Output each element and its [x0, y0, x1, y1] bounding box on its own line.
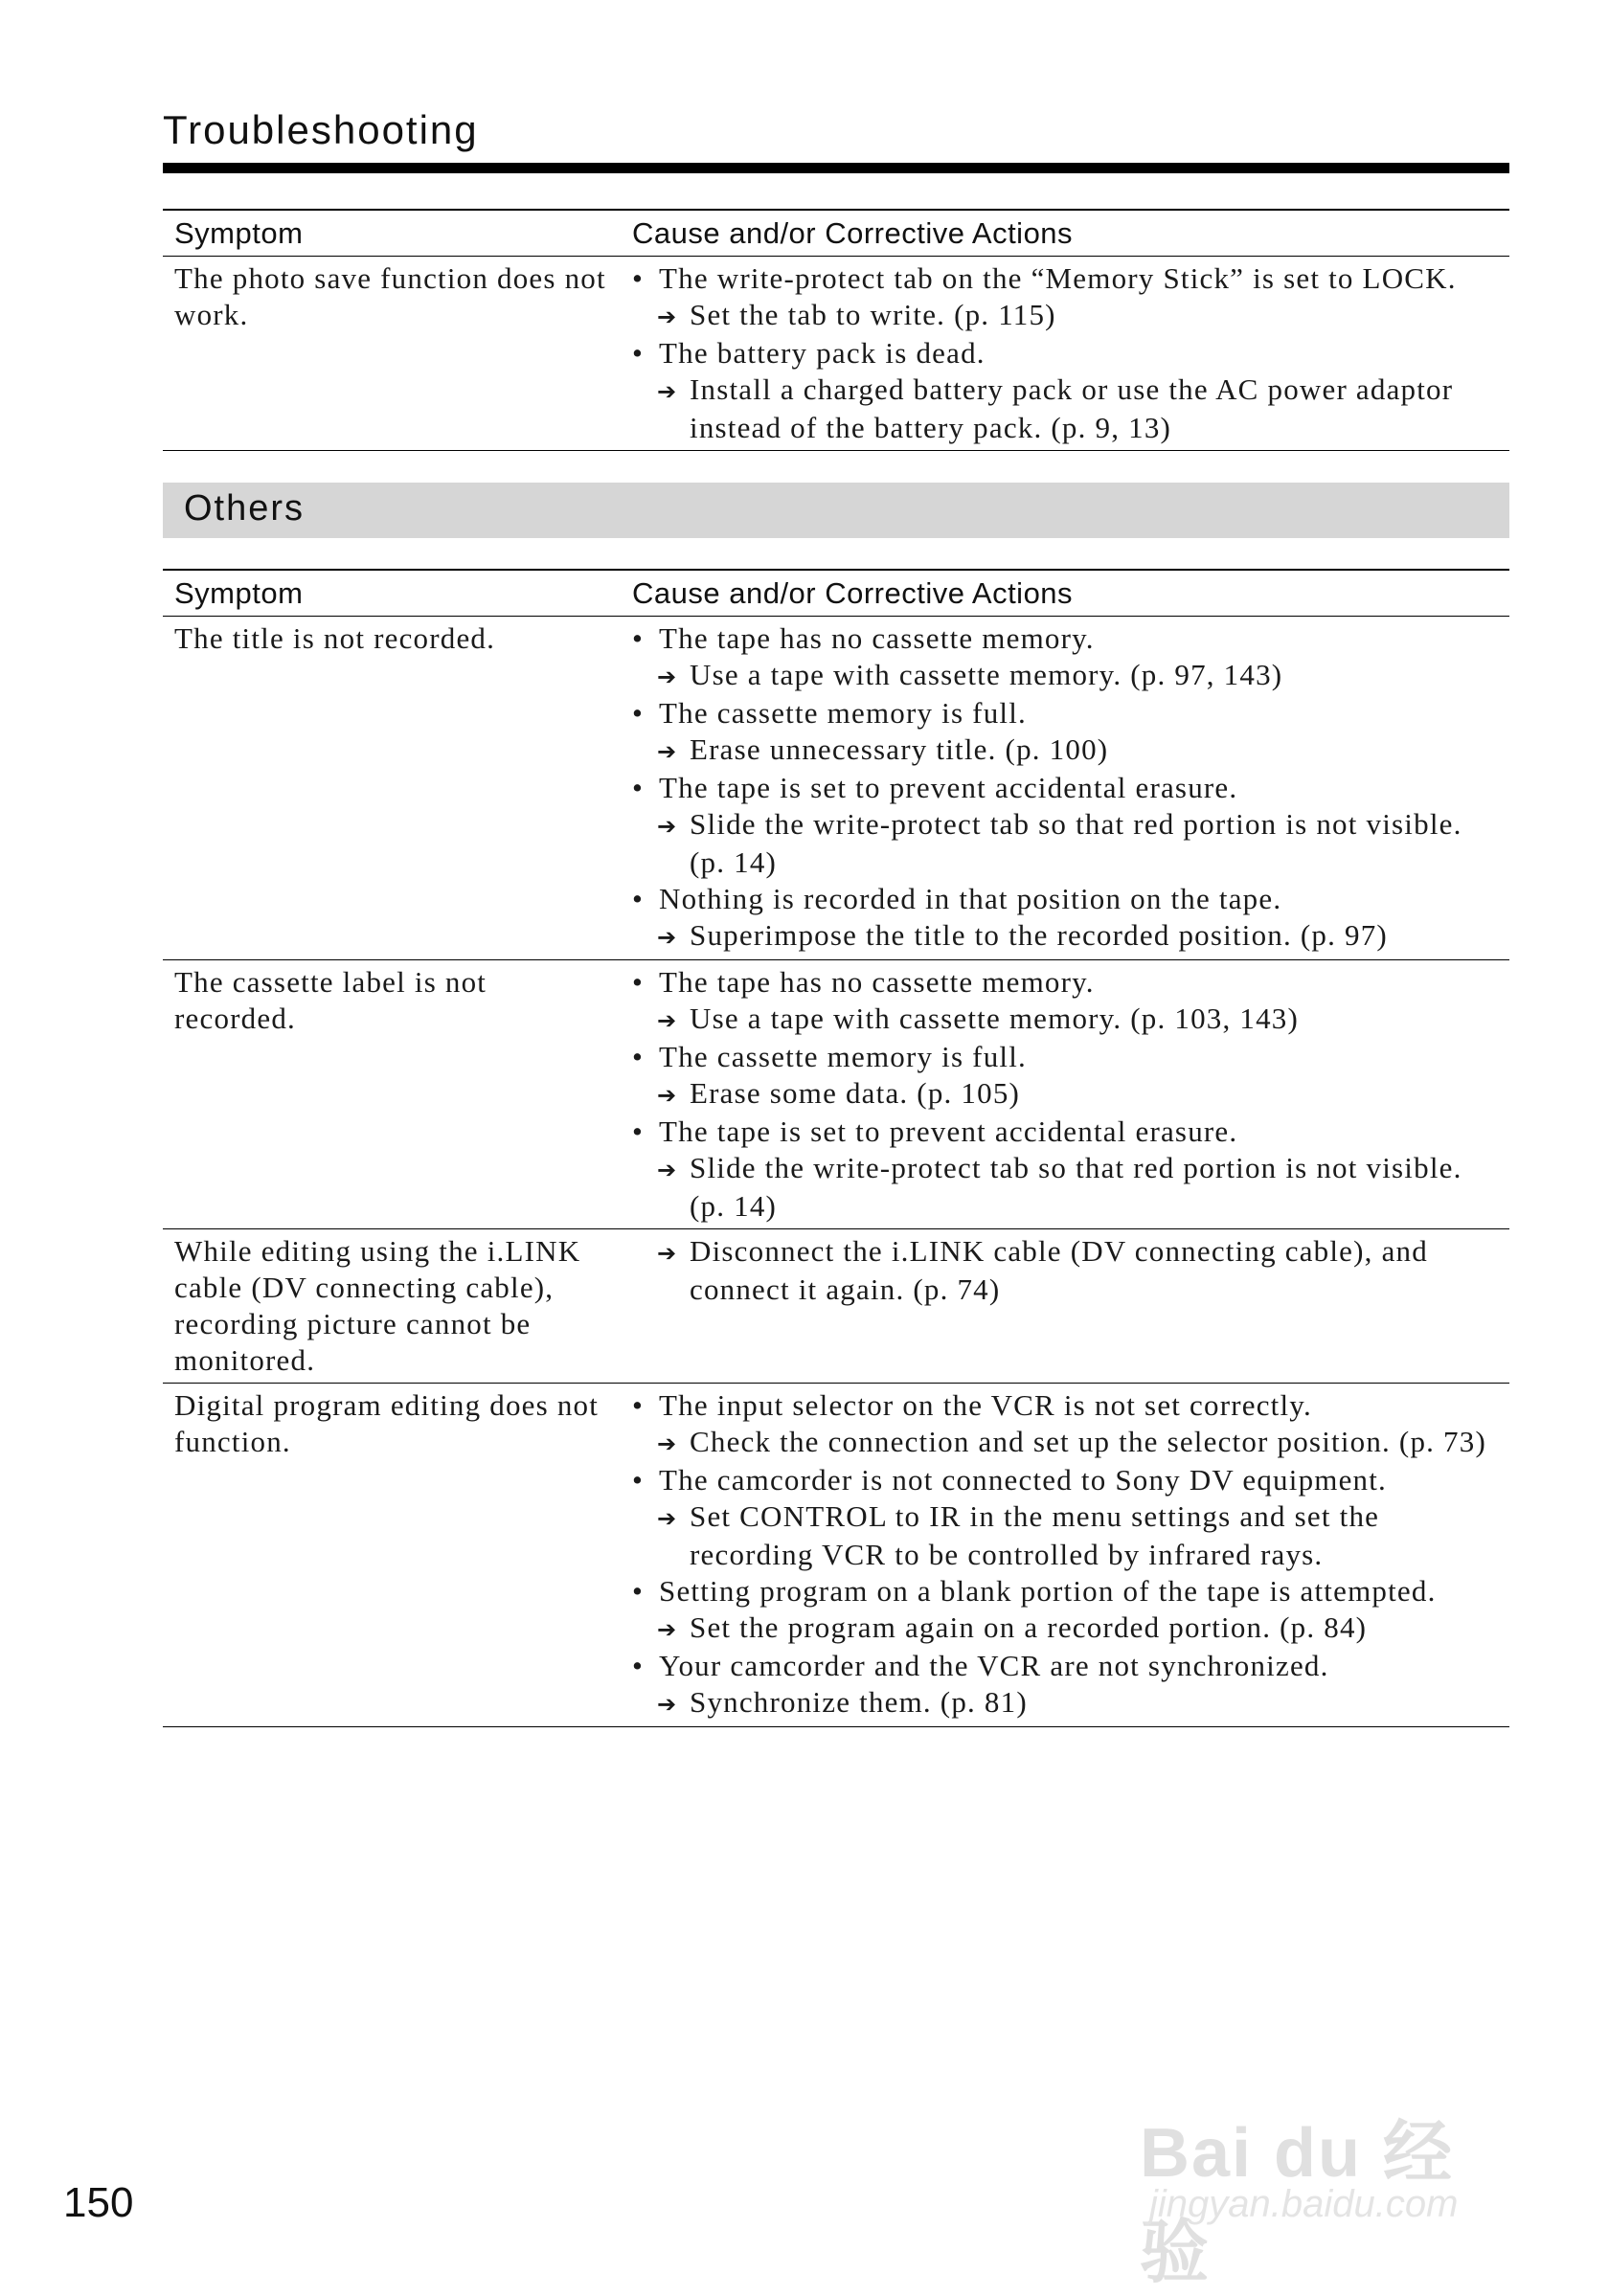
cause-item: [632, 620, 1498, 657]
action-text: Erase some data. (p. 105): [690, 1076, 1021, 1110]
cause-cell: [621, 1229, 1509, 1384]
symptom-column-header: Symptom: [163, 570, 621, 617]
action-text: Install a charged battery pack or use the AC power adaptor instead of the battery pack. (p. 9, 13): [690, 372, 1454, 444]
cause-item: [632, 770, 1498, 806]
bullet-icon: •: [632, 965, 645, 999]
action-item: [632, 657, 1498, 695]
action-item: [632, 1498, 1498, 1573]
bullet-icon: •: [632, 1649, 645, 1682]
watermark-brand: Bai du 经验: [1140, 2115, 1455, 2291]
cause-item: [632, 335, 1498, 371]
symptom-cell: The title is not recorded.: [163, 617, 621, 960]
action-item: [632, 1424, 1498, 1462]
arrow-right-icon: ➔: [657, 304, 678, 330]
table-row: [163, 1229, 1509, 1384]
cause-item: [632, 1648, 1498, 1684]
cause-text: The cassette memory is full.: [659, 696, 1027, 730]
table-header-row: [163, 210, 1509, 257]
cause-text: The input selector on the VCR is not set correctly.: [659, 1388, 1312, 1422]
cause-text: The cassette memory is full.: [659, 1040, 1027, 1073]
cause-item: [632, 1462, 1498, 1498]
cause-text: The tape has no cassette memory.: [659, 965, 1095, 999]
action-text: Use a tape with cassette memory. (p. 103, 143): [690, 1002, 1299, 1035]
arrow-right-icon: ➔: [657, 1007, 678, 1034]
cause-cell: [621, 257, 1509, 451]
bullet-icon: •: [632, 1463, 645, 1497]
arrow-right-icon: ➔: [657, 1616, 678, 1643]
symptom-cell: While editing using the i.LINK cable (DV connecting cable), recording picture cannot be monitored.: [163, 1229, 621, 1384]
cause-text: The write-protect tab on the “Memory Stick” is set to LOCK.: [659, 261, 1457, 295]
cause-cell: [621, 617, 1509, 960]
table-row: [163, 257, 1509, 451]
arrow-right-icon: ➔: [657, 1691, 678, 1718]
arrow-right-icon: ➔: [657, 813, 678, 840]
bullet-icon: •: [632, 696, 645, 730]
cause-text: The tape has no cassette memory.: [659, 621, 1095, 655]
cause-item: [632, 881, 1498, 917]
cause-text: Nothing is recorded in that position on the tape.: [659, 882, 1282, 915]
cause-column-header: Cause and/or Corrective Actions: [621, 570, 1509, 617]
action-item: [632, 1684, 1498, 1722]
action-text: Set the program again on a recorded portion. (p. 84): [690, 1610, 1368, 1644]
action-item: [632, 1150, 1498, 1225]
page-title: Troubleshooting: [163, 107, 479, 152]
section-bar-others: [163, 483, 1509, 538]
symptom-cell: Digital program editing does not function.: [163, 1384, 621, 1727]
action-text: Slide the write-protect tab so that red portion is not visible. (p. 14): [690, 1151, 1462, 1223]
action-text: Set CONTROL to IR in the menu settings and set the recording VCR to be controlled by infrared rays.: [690, 1499, 1380, 1571]
action-text: Erase unnecessary title. (p. 100): [690, 732, 1109, 766]
action-item: [632, 806, 1498, 881]
arrow-right-icon: ➔: [657, 378, 678, 405]
title-rule: [163, 163, 1509, 173]
table-row: [163, 960, 1509, 1229]
troubleshooting-table-1: [163, 209, 1509, 451]
bullet-icon: •: [632, 771, 645, 804]
action-item: [632, 1609, 1498, 1648]
cause-item: [632, 1114, 1498, 1150]
table-row: [163, 1384, 1509, 1727]
action-text: Check the connection and set up the selector position. (p. 73): [690, 1425, 1486, 1458]
watermark-url: jingyan.baidu.com: [1149, 2183, 1459, 2225]
action-item: [632, 732, 1498, 770]
cause-item: [632, 1039, 1498, 1075]
bullet-icon: •: [632, 621, 645, 655]
action-item: [632, 1233, 1498, 1308]
bullet-icon: •: [632, 1388, 645, 1422]
symptom-cell: The photo save function does not work.: [163, 257, 621, 451]
action-text: Use a tape with cassette memory. (p. 97, 143): [690, 658, 1283, 691]
action-text: Superimpose the title to the recorded position. (p. 97): [690, 918, 1388, 952]
cause-column-header: Cause and/or Corrective Actions: [621, 210, 1509, 257]
troubleshooting-table-2: [163, 569, 1509, 1727]
baidu-watermark: [1140, 2039, 1523, 2291]
cause-item: [632, 695, 1498, 732]
action-item: [632, 297, 1498, 335]
cause-text: The tape is set to prevent accidental erasure.: [659, 771, 1238, 804]
symptom-cell: The cassette label is not recorded.: [163, 960, 621, 1229]
page-number: 150: [63, 2179, 134, 2226]
arrow-right-icon: ➔: [657, 1505, 678, 1532]
action-item: [632, 1075, 1498, 1114]
bullet-icon: •: [632, 261, 645, 295]
action-text: Set the tab to write. (p. 115): [690, 298, 1056, 331]
bullet-icon: •: [632, 882, 645, 915]
arrow-right-icon: ➔: [657, 664, 678, 690]
cause-item: [632, 260, 1498, 297]
cause-text: Setting program on a blank portion of the tape is attempted.: [659, 1574, 1437, 1608]
arrow-right-icon: ➔: [657, 1082, 678, 1109]
table-row: [163, 617, 1509, 960]
action-text: Disconnect the i.LINK cable (DV connecting cable), and connect it again. (p. 74): [690, 1234, 1428, 1306]
cause-item: [632, 1573, 1498, 1609]
arrow-right-icon: ➔: [657, 1430, 678, 1457]
arrow-right-icon: ➔: [657, 924, 678, 951]
bullet-icon: •: [632, 1040, 645, 1073]
action-item: [632, 917, 1498, 956]
arrow-right-icon: ➔: [657, 1157, 678, 1183]
action-item: [632, 1001, 1498, 1039]
symptom-column-header: Symptom: [163, 210, 621, 257]
cause-text: The battery pack is dead.: [659, 336, 986, 370]
table-header-row: [163, 570, 1509, 617]
section-title: Others: [184, 488, 306, 529]
arrow-right-icon: ➔: [657, 738, 678, 765]
cause-text: Your camcorder and the VCR are not synchronized.: [659, 1649, 1329, 1682]
cause-item: [632, 964, 1498, 1001]
arrow-right-icon: ➔: [657, 1240, 678, 1267]
cause-text: The tape is set to prevent accidental erasure.: [659, 1114, 1238, 1148]
action-text: Slide the write-protect tab so that red portion is not visible. (p. 14): [690, 807, 1462, 879]
cause-cell: [621, 960, 1509, 1229]
action-text: Synchronize them. (p. 81): [690, 1685, 1028, 1719]
bullet-icon: •: [632, 1114, 645, 1148]
bullet-icon: •: [632, 336, 645, 370]
cause-text: The camcorder is not connected to Sony DV equipment.: [659, 1463, 1388, 1497]
bullet-icon: •: [632, 1574, 645, 1608]
action-item: [632, 371, 1498, 446]
cause-cell: [621, 1384, 1509, 1727]
cause-item: [632, 1387, 1498, 1424]
